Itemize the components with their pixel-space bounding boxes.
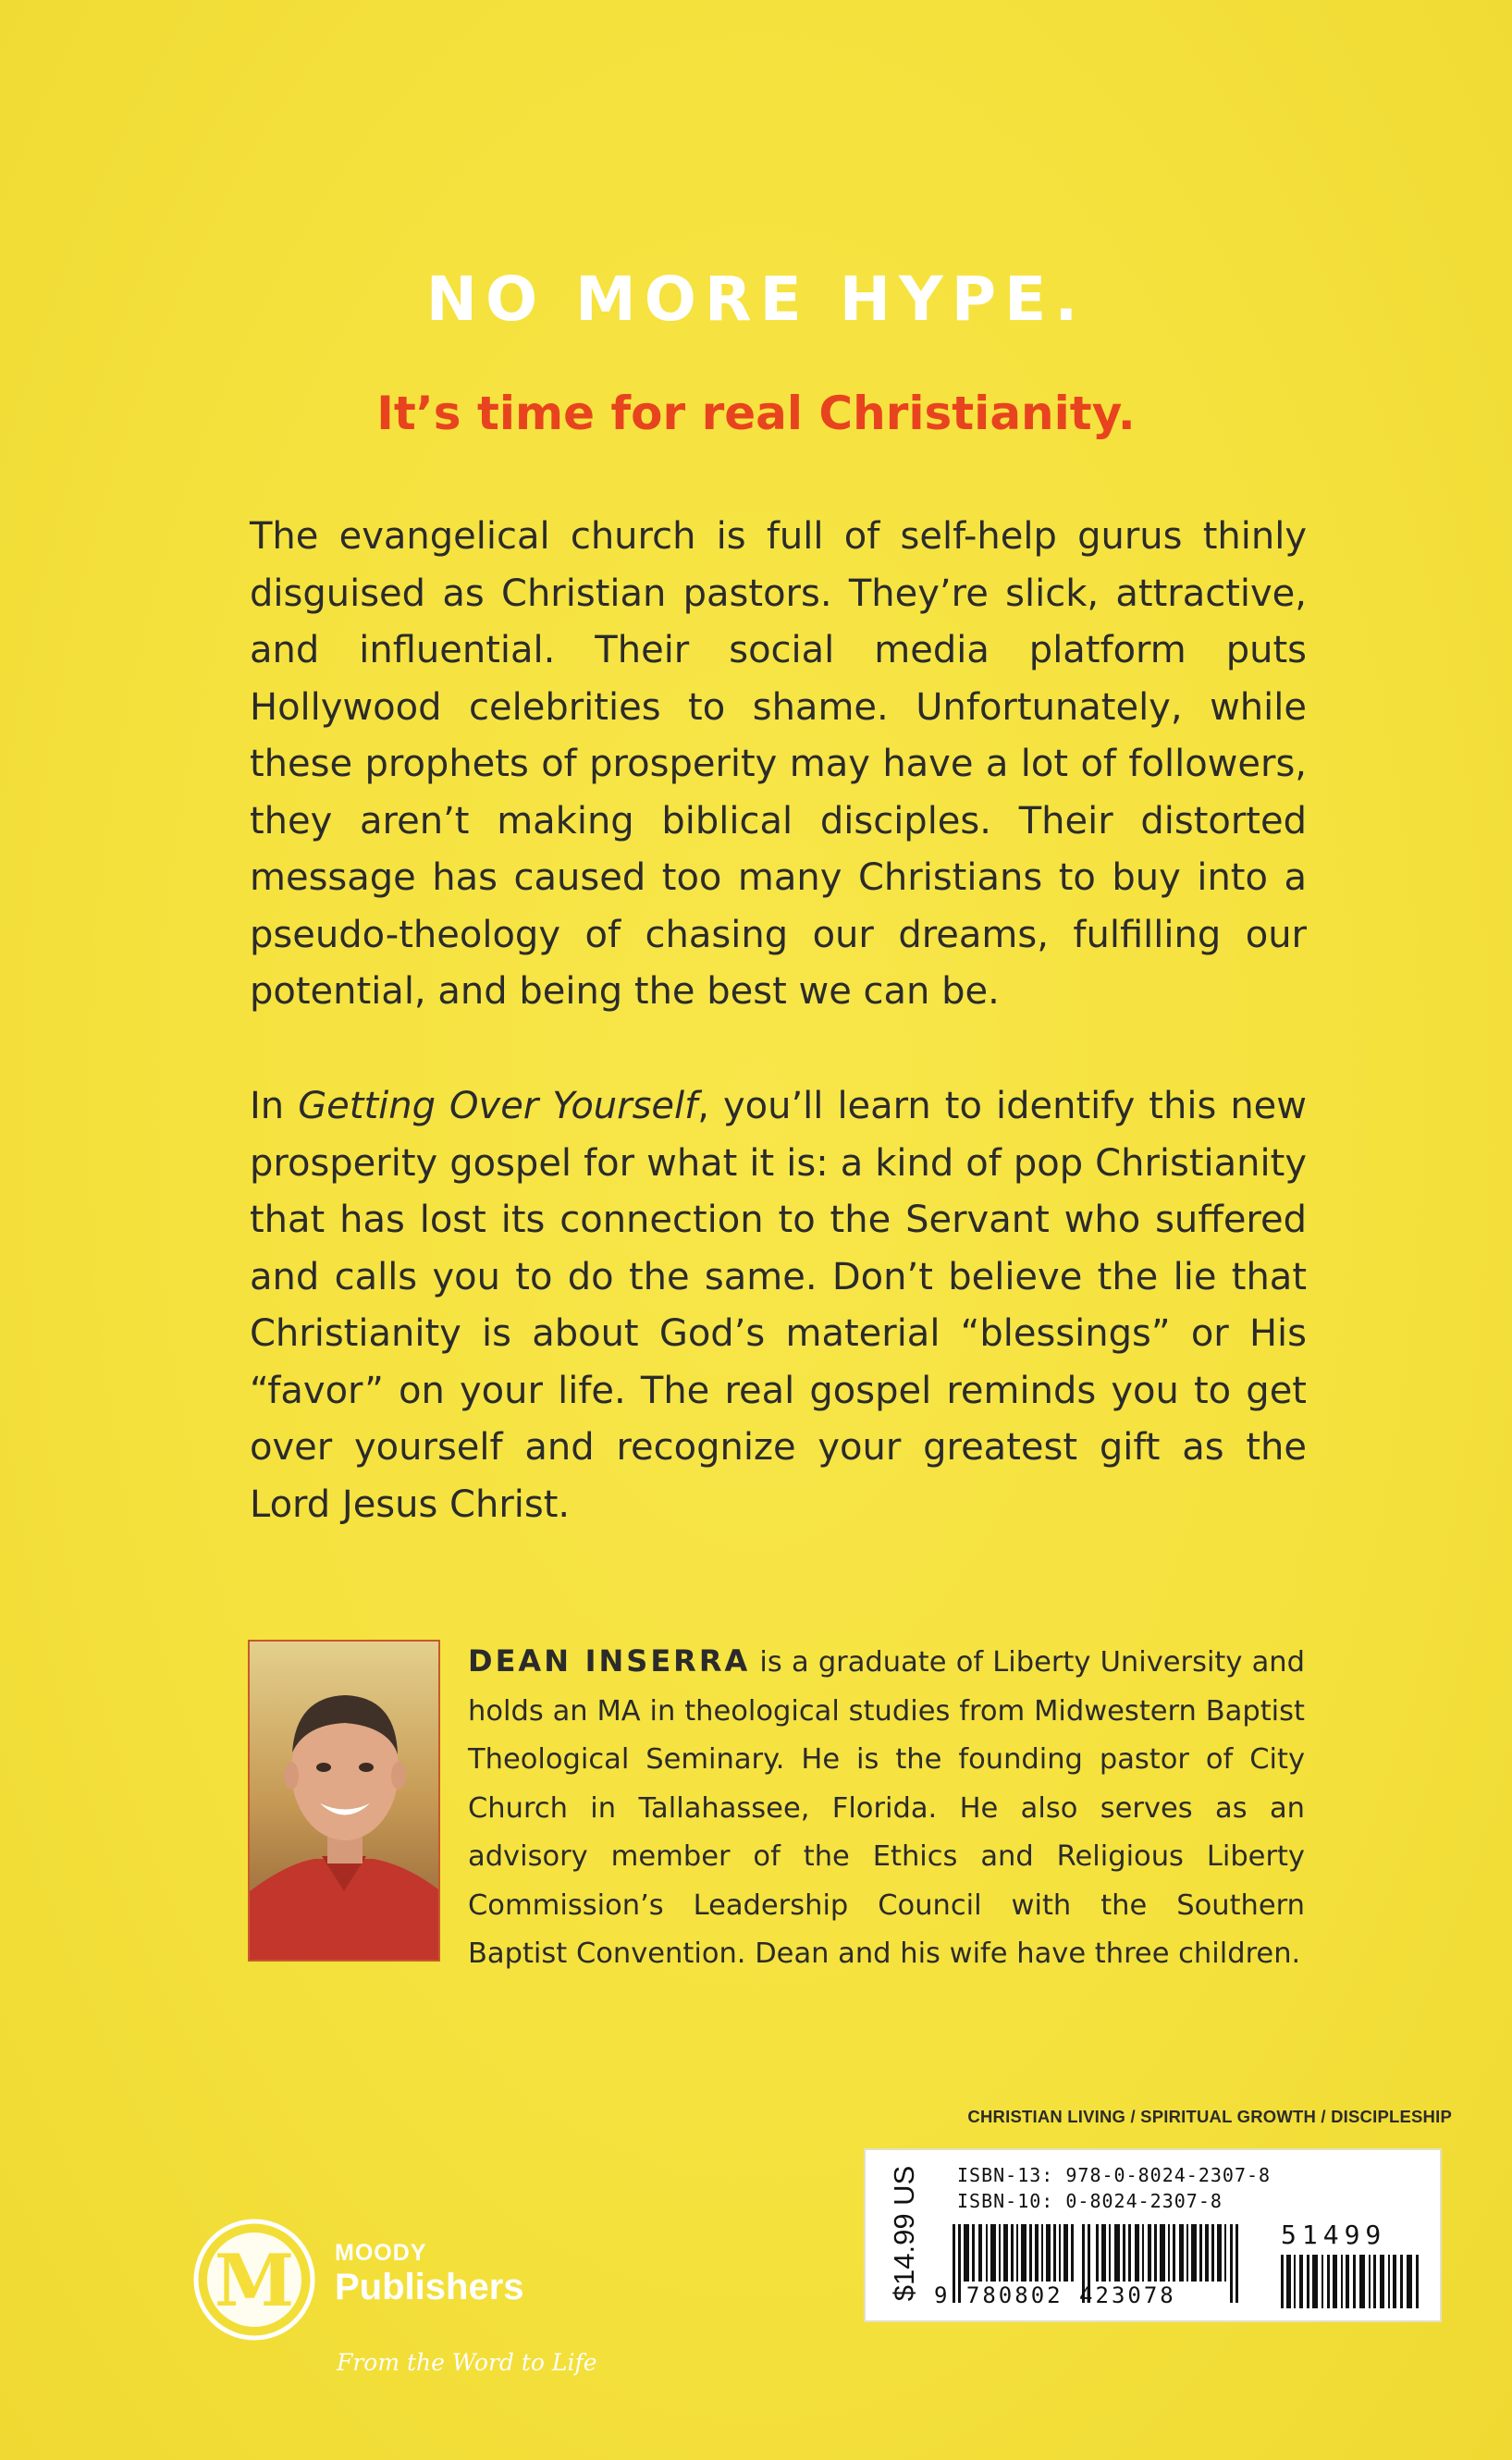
author-bio-text: is a graduate of Liberty University and holds an MA in theological studies from Midwestern Baptist Theological Seminary. He is the founding pastor of City Church in Tallahassee, Florida. He also serves as an advisory member of the Ethics and Religious Liberty Commission’s Leadership Council with the Southern Baptist Convention. Dean and his wife have three children. [468,1646,1305,1970]
blurb-intro: In [250,1085,299,1127]
author-bio [468,1637,1305,1979]
logo-letter: M [214,2239,295,2323]
isbn-13: ISBN-13: 978-0-8024-2307-8 [957,2164,1272,2186]
author-photo [248,1640,440,1962]
price-addon-barcode [1281,2255,1420,2308]
headline: NO MORE HYPE. [425,264,1087,335]
publisher-name-top: MOODY [335,2240,427,2266]
price-text: $14.99 US [888,2165,920,2302]
price-label [888,2164,925,2303]
category-label: CHRISTIAN LIVING / SPIRITUAL GROWTH / DISCIPLESHIP [967,2107,1452,2126]
price-addon-number: 51499 [1281,2220,1387,2250]
blurb-rest: , you’ll learn to identify this new prosperity gospel for what it is: a kind of pop Christianity that has lost its connection to the Servant who suffered and calls you to do the same. Don’t believe the lie that Christianity is about God’s material “blessings” or His “favor” on your life. The real gospel reminds you to get over yourself and recognize your greatest gift as the Lord Jesus Christ. [250,1085,1308,1526]
moody-logo-icon [174,2215,340,2344]
ean-number: 9 780802 423078 [934,2282,1176,2308]
author-name: DEAN INSERRA [468,1643,751,1679]
publisher-name: Publishers [335,2267,524,2307]
blurb-paragraph-2 [250,1078,1307,1533]
isbn-10: ISBN-10: 0-8024-2307-8 [957,2190,1223,2212]
book-title: Getting Over Yourself [298,1085,698,1127]
publisher-tagline: From the Word to Life [337,2349,597,2376]
blurb-paragraph-1: The evangelical church is full of self-help gurus thinly disguised as Christian pastors. They’re slick, attractive, and influential. Their social media platform puts Hollywood celebrities to shame. Unfortunately, while these prophets of prosperity may have a lot of followers, they aren’t making biblical disciples. Their distorted message has caused too many Christians to buy into a pseudo-theology of chasing our dreams, fulfilling our potential, and being the best we can be. [250,515,1307,1013]
subhead: It’s time for real Christianity. [376,387,1136,440]
